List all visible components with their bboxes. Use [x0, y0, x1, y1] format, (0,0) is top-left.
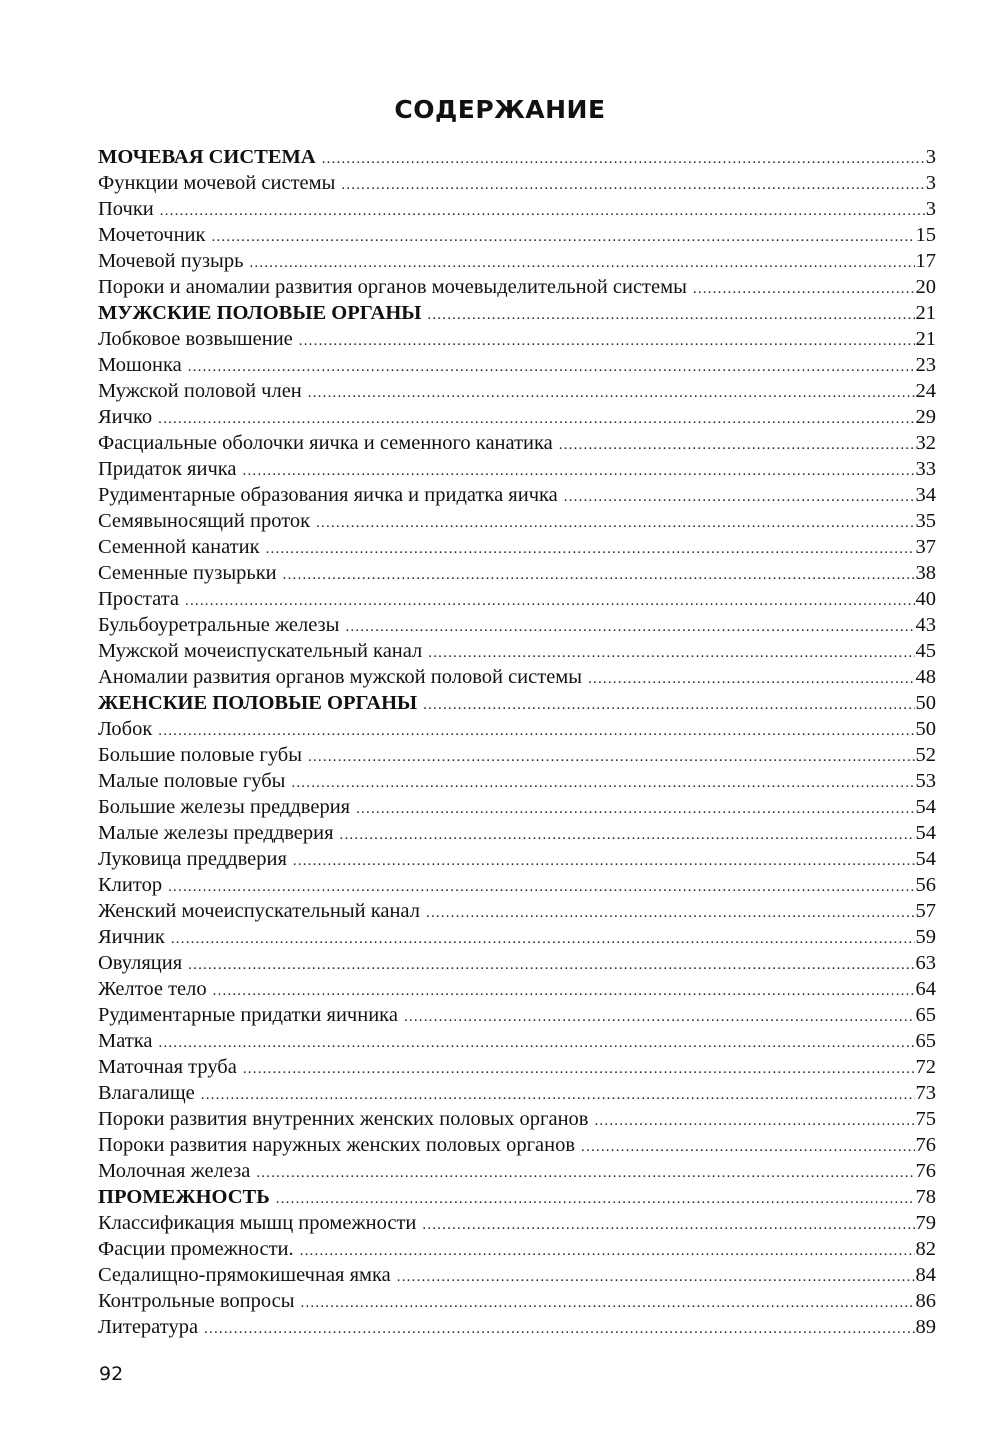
toc-entry-title: Большие половые губы: [98, 744, 303, 766]
dot-leader: [397, 1269, 915, 1286]
dot-leader: [404, 1009, 915, 1026]
toc-entry-title: Лобковое возвышение: [98, 328, 293, 350]
dot-leader: [301, 1295, 915, 1312]
toc-entry: [98, 1004, 936, 1030]
toc-entry: [98, 1082, 936, 1108]
dot-leader: [204, 1321, 914, 1338]
toc-entry-page: 57: [915, 900, 936, 922]
toc-entry-page: 52: [915, 744, 936, 766]
toc-entry-page: 82: [915, 1238, 936, 1260]
toc-entry-title: Мочеточник: [98, 224, 206, 246]
dot-leader: [564, 489, 915, 506]
dot-leader: [291, 775, 914, 792]
toc-entry-page: 56: [915, 874, 936, 896]
toc-entry-page: 73: [915, 1082, 936, 1104]
toc-entry-page: 89: [915, 1316, 936, 1338]
toc-entry-title: Мужской мочеиспускательный канал: [98, 640, 423, 662]
dot-leader: [316, 515, 914, 532]
toc-entry-page: 65: [915, 1004, 936, 1026]
toc-entry-page: 48: [915, 666, 936, 688]
toc-entry-page: 78: [915, 1186, 936, 1208]
toc-section-heading: [98, 1186, 936, 1212]
dot-leader: [293, 853, 915, 870]
dot-leader: [426, 905, 915, 922]
toc-entry-title: ЖЕНСКИЕ ПОЛОВЫЕ ОРГАНЫ: [98, 692, 418, 714]
toc-entry-page: 24: [915, 380, 936, 402]
toc-entry-title: Семявыносящий проток: [98, 510, 311, 532]
toc-entry: [98, 926, 936, 952]
toc-entry-title: Мужской половой член: [98, 380, 302, 402]
dot-leader: [559, 437, 915, 454]
toc-entry: [98, 822, 936, 848]
toc-entry-title: Функции мочевой системы: [98, 172, 336, 194]
dot-leader: [276, 1191, 915, 1208]
toc-entry-page: 54: [915, 796, 936, 818]
dot-leader: [322, 151, 925, 168]
toc-entry-page: 15: [915, 224, 936, 246]
dot-leader: [171, 931, 915, 948]
toc-entry: [98, 640, 936, 666]
dot-leader: [422, 1217, 914, 1234]
toc-entry-page: 23: [915, 354, 936, 376]
dot-leader: [594, 1113, 914, 1130]
toc-entry-title: Яичко: [98, 406, 153, 428]
dot-leader: [160, 203, 925, 220]
toc-entry-page: 63: [915, 952, 936, 974]
toc-entry-page: 3: [925, 198, 936, 220]
dot-leader: [308, 749, 914, 766]
toc-entry: [98, 536, 936, 562]
toc-entry-page: 20: [915, 276, 936, 298]
dot-leader: [213, 983, 915, 1000]
toc-entry: [98, 1030, 936, 1056]
toc-entry: [98, 510, 936, 536]
page-title: СОДЕРЖАНИЕ: [394, 94, 606, 124]
toc-entry-title: Рудиментарные образования яичка и придатка яичка: [98, 484, 558, 506]
toc-entry: [98, 848, 936, 874]
dot-leader: [188, 359, 915, 376]
toc-entry-page: 3: [925, 172, 936, 194]
toc-entry-title: Лобок: [98, 718, 153, 740]
toc-entry: [98, 276, 936, 302]
dot-leader: [185, 593, 915, 610]
toc-entry: [98, 900, 936, 926]
toc-section-heading: [98, 146, 936, 172]
toc-entry-title: Мошонка: [98, 354, 182, 376]
toc-entry: [98, 952, 936, 978]
toc-entry-title: Седалищно-прямокишечная ямка: [98, 1264, 391, 1286]
toc-entry: [98, 874, 936, 900]
toc-entry-page: 59: [915, 926, 936, 948]
toc-entry: [98, 354, 936, 380]
toc-entry-title: Женский мочеиспускательный канал: [98, 900, 420, 922]
toc-entry-page: 3: [925, 146, 936, 168]
toc-entry-page: 84: [915, 1264, 936, 1286]
toc-entry-page: 54: [915, 848, 936, 870]
toc-entry-page: 53: [915, 770, 936, 792]
toc-entry-page: 45: [915, 640, 936, 662]
toc-entry: [98, 1134, 936, 1160]
toc-entry-title: Контрольные вопросы: [98, 1290, 295, 1312]
dot-leader: [158, 723, 914, 740]
toc-entry-page: 32: [915, 432, 936, 454]
toc-entry: [98, 614, 936, 640]
toc-entry: [98, 1212, 936, 1238]
toc-entry-page: 33: [915, 458, 936, 480]
toc-entry: [98, 1056, 936, 1082]
dot-leader: [158, 411, 914, 428]
toc-entry: [98, 796, 936, 822]
toc-entry: [98, 744, 936, 770]
toc-entry-title: Яичник: [98, 926, 165, 948]
dot-leader: [356, 801, 914, 818]
toc-entry-page: 76: [915, 1134, 936, 1156]
dot-leader: [159, 1035, 915, 1052]
toc-entry-title: Придаток яичка: [98, 458, 237, 480]
toc-entry-page: 34: [915, 484, 936, 506]
toc-entry: [98, 588, 936, 614]
toc-entry-title: Овуляция: [98, 952, 183, 974]
dot-leader: [588, 671, 914, 688]
table-of-contents: [98, 146, 936, 1342]
toc-entry-page: 76: [915, 1160, 936, 1182]
toc-entry-title: Малые железы преддверия: [98, 822, 334, 844]
toc-entry-title: Желтое тело: [98, 978, 207, 1000]
toc-entry: [98, 562, 936, 588]
dot-leader: [243, 1061, 915, 1078]
toc-entry-title: Матка: [98, 1030, 153, 1052]
toc-entry: [98, 380, 936, 406]
toc-entry-title: Пороки и аномалии развития органов мочевыделительной системы: [98, 276, 687, 298]
toc-entry-page: 54: [915, 822, 936, 844]
toc-entry-page: 21: [915, 328, 936, 350]
toc-entry-page: 86: [915, 1290, 936, 1312]
dot-leader: [249, 255, 914, 272]
toc-entry-title: Почки: [98, 198, 154, 220]
toc-entry: [98, 224, 936, 250]
toc-entry-title: Влагалище: [98, 1082, 195, 1104]
toc-entry: [98, 1160, 936, 1186]
dot-leader: [300, 1243, 915, 1260]
dot-leader: [427, 307, 914, 324]
toc-entry-title: МУЖСКИЕ ПОЛОВЫЕ ОРГАНЫ: [98, 302, 422, 324]
toc-entry-title: Малые половые губы: [98, 770, 286, 792]
toc-entry-page: 38: [915, 562, 936, 584]
toc-entry-page: 79: [915, 1212, 936, 1234]
dot-leader: [283, 567, 915, 584]
toc-entry-title: Клитор: [98, 874, 163, 896]
toc-entry-page: 50: [915, 718, 936, 740]
toc-entry: [98, 250, 936, 276]
toc-entry-page: 37: [915, 536, 936, 558]
toc-entry-page: 40: [915, 588, 936, 610]
toc-entry: [98, 718, 936, 744]
toc-entry-title: Маточная труба: [98, 1056, 237, 1078]
dot-leader: [308, 385, 915, 402]
toc-entry: [98, 1264, 936, 1290]
dot-leader: [211, 229, 914, 246]
dot-leader: [340, 827, 915, 844]
toc-entry-title: Мочевой пузырь: [98, 250, 244, 272]
toc-entry-title: Пороки развития внутренних женских половых органов: [98, 1108, 589, 1130]
toc-entry-title: Луковица преддверия: [98, 848, 287, 870]
toc-entry-page: 72: [915, 1056, 936, 1078]
dot-leader: [168, 879, 914, 896]
dot-leader: [581, 1139, 914, 1156]
toc-entry: [98, 1238, 936, 1264]
toc-entry-page: 64: [915, 978, 936, 1000]
toc-entry-title: Семенной канатик: [98, 536, 260, 558]
toc-entry-title: Простата: [98, 588, 179, 610]
toc-entry: [98, 666, 936, 692]
toc-entry: [98, 406, 936, 432]
toc-entry-title: Фасции промежности.: [98, 1238, 294, 1260]
dot-leader: [428, 645, 914, 662]
toc-entry-page: 17: [915, 250, 936, 272]
toc-entry-title: Семенные пузырьки: [98, 562, 277, 584]
toc-entry-title: Большие железы преддверия: [98, 796, 351, 818]
toc-entry: [98, 484, 936, 510]
toc-entry-title: Фасциальные оболочки яичка и семенного канатика: [98, 432, 553, 454]
toc-entry: [98, 432, 936, 458]
toc-entry-title: ПРОМЕЖНОСТЬ: [98, 1186, 270, 1208]
dot-leader: [266, 541, 915, 558]
page-number: 92: [99, 1363, 124, 1385]
toc-entry: [98, 172, 936, 198]
toc-entry: [98, 770, 936, 796]
dot-leader: [243, 463, 915, 480]
dot-leader: [256, 1165, 914, 1182]
toc-entry: [98, 978, 936, 1004]
dot-leader: [188, 957, 914, 974]
dot-leader: [423, 697, 914, 714]
toc-entry-page: 21: [915, 302, 936, 324]
toc-entry: [98, 328, 936, 354]
toc-entry-page: 75: [915, 1108, 936, 1130]
dot-leader: [693, 281, 915, 298]
toc-entry-title: Аномалии развития органов мужской половой системы: [98, 666, 583, 688]
toc-entry-title: МОЧЕВАЯ СИСТЕМА: [98, 146, 316, 168]
dot-leader: [345, 619, 914, 636]
toc-entry: [98, 458, 936, 484]
toc-entry-page: 50: [915, 692, 936, 714]
toc-entry-title: Молочная железа: [98, 1160, 251, 1182]
toc-entry-title: Пороки развития наружных женских половых органов: [98, 1134, 576, 1156]
toc-entry-title: Литература: [98, 1316, 199, 1338]
dot-leader: [201, 1087, 915, 1104]
toc-entry-page: 35: [915, 510, 936, 532]
toc-entry-title: Классификация мышц промежности: [98, 1212, 417, 1234]
dot-leader: [341, 177, 924, 194]
toc-section-heading: [98, 692, 936, 718]
toc-entry-page: 29: [915, 406, 936, 428]
toc-entry: [98, 1316, 936, 1342]
dot-leader: [299, 333, 915, 350]
toc-entry-page: 65: [915, 1030, 936, 1052]
toc-entry-title: Рудиментарные придатки яичника: [98, 1004, 398, 1026]
toc-entry: [98, 198, 936, 224]
toc-section-heading: [98, 302, 936, 328]
toc-entry-title: Бульбоуретральные железы: [98, 614, 340, 636]
toc-entry: [98, 1290, 936, 1316]
toc-entry-page: 43: [915, 614, 936, 636]
toc-entry: [98, 1108, 936, 1134]
